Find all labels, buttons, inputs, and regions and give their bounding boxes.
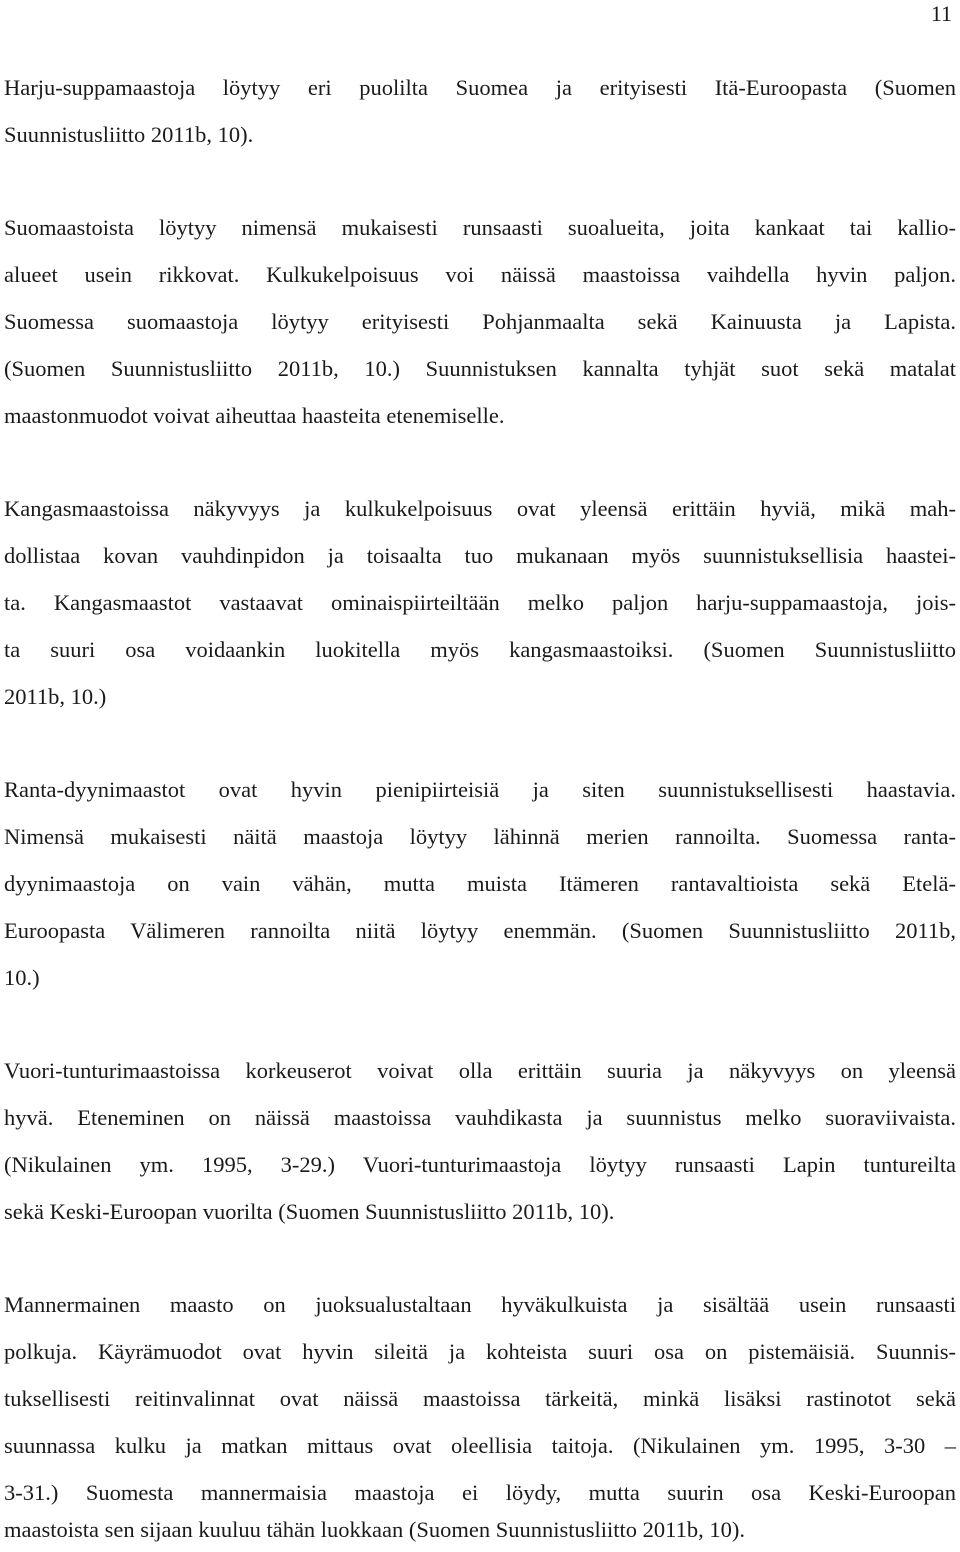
text-line: Harju-suppamaastoja löytyy eri puolilta Suomea ja erityisesti Itä-Euroopasta (Suomen (4, 75, 956, 100)
text-line: tuksellisesti reitinvalinnat ovat näissä maastoissa tärkeitä, minkä lisäksi rastinotot sekä (4, 1386, 956, 1411)
text-line: sekä Keski-Euroopan vuorilta (Suomen Suunnistusliitto 2011b, 10). (4, 1199, 615, 1224)
text-line: Ranta-dyynimaastot ovat hyvin pienipiirteisiä ja siten suunnistuksellisesti haastavia. (4, 777, 956, 802)
text-line: Vuori-tunturimaastoissa korkeuserot voivat olla erittäin suuria ja näkyvyys on yleensä (4, 1058, 956, 1083)
text-line: ta. Kangasmaastot vastaavat ominaispiirteiltään melko paljon harju-suppamaastoja, jois- (4, 590, 956, 615)
text-line: Suunnistusliitto 2011b, 10). (4, 122, 254, 147)
text-line: 10.) (4, 965, 40, 990)
text-line: maastonmuodot voivat aiheuttaa haasteita etenemiselle. (4, 403, 505, 428)
text-line: dollistaa kovan vauhdinpidon ja toisaalta tuo mukanaan myös suunnistuksellisia haastei- (4, 543, 956, 568)
text-line: (Nikulainen ym. 1995, 3-29.) Vuori-tunturimaastoja löytyy runsaasti Lapin tuntureilta (4, 1152, 956, 1177)
text-line: Suomaastoista löytyy nimensä mukaisesti runsaasti suoalueita, joita kankaat tai kallio- (4, 215, 956, 240)
text-line: suunnassa kulku ja matkan mittaus ovat oleellisia taitoja. (Nikulainen ym. 1995, 3-30 – (4, 1433, 956, 1458)
text-line: Nimensä mukaisesti näitä maastoja löytyy lähinnä merien rannoilta. Suomessa ranta- (4, 824, 956, 849)
text-line: alueet usein rikkovat. Kulkukelpoisuus voi näissä maastoissa vaihdella hyvin paljon. (4, 262, 956, 287)
text-line: dyynimaastoja on vain vähän, mutta muista Itämeren rantavaltioista sekä Etelä- (4, 871, 956, 896)
text-line: Euroopasta Välimeren rannoilta niitä löytyy enemmän. (Suomen Suunnistusliitto 2011b, (4, 918, 956, 943)
text-line: 2011b, 10.) (4, 684, 107, 709)
page-number: 11 (930, 1, 952, 26)
text-line: maastoista sen sijaan kuuluu tähän luokkaan (Suomen Suunnistusliitto 2011b, 10). (4, 1517, 745, 1542)
text-line: polkuja. Käyrämuodot ovat hyvin sileitä ja kohteista suuri osa on pistemäisiä. Suunnis- (4, 1339, 956, 1364)
text-line: 3-31.) Suomesta mannermaisia maastoja ei löydy, mutta suurin osa Keski-Euroopan (4, 1480, 956, 1505)
document-page (4, 0, 956, 1552)
text-line: hyvä. Eteneminen on näissä maastoissa vauhdikasta ja suunnistus melko suoraviivaista. (4, 1105, 956, 1130)
text-line: (Suomen Suunnistusliitto 2011b, 10.) Suunnistuksen kannalta tyhjät suot sekä matalat (4, 356, 956, 381)
text-line: Suomessa suomaastoja löytyy erityisesti Pohjanmaalta sekä Kainuusta ja Lapista. (4, 309, 956, 334)
text-line: ta suuri osa voidaankin luokitella myös kangasmaastoiksi. (Suomen Suunnistusliitto (4, 637, 956, 662)
text-line: Mannermainen maasto on juoksualustaltaan hyväkulkuista ja sisältää usein runsaasti (4, 1292, 956, 1317)
text-line: Kangasmaastoissa näkyvyys ja kulkukelpoisuus ovat yleensä erittäin hyviä, mikä mah- (4, 496, 956, 521)
